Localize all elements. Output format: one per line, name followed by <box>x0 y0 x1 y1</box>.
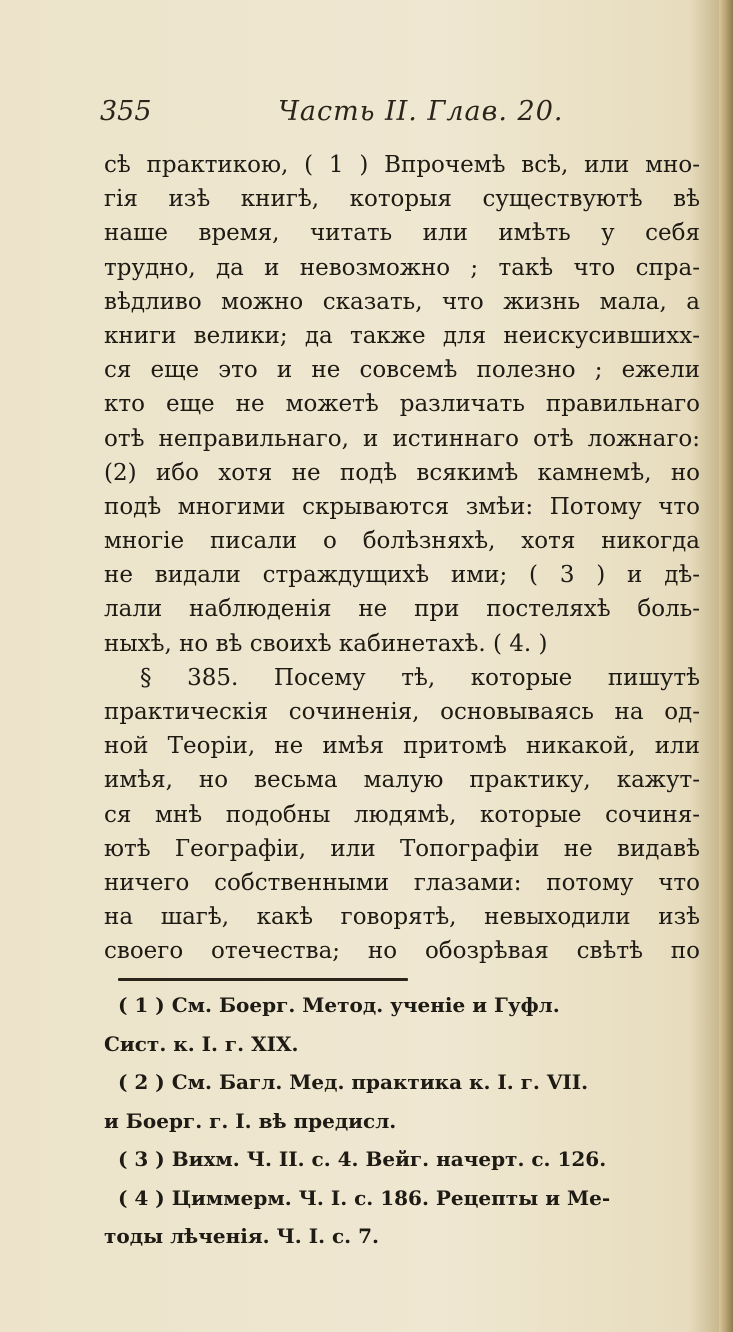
text-line: многіе писали о болѣзняхѣ, хотя никогда <box>104 528 700 555</box>
text-line: на шагѣ, какѣ говорятѣ, невыходили изѣ <box>104 904 700 931</box>
text-line: практическія сочиненія, основываясь на од- <box>104 699 700 725</box>
footnote-divider <box>118 978 408 981</box>
text-line: ныхѣ, но вѣ своихѣ кабинетахѣ. ( 4. ) <box>104 630 548 657</box>
text-line: ся мнѣ подобны людямѣ, которые сочиня- <box>104 801 700 828</box>
footnotes <box>104 986 700 1256</box>
body-text <box>104 148 700 969</box>
text-line: не видали страждущихѣ ими; ( 3 ) и дѣ- <box>104 562 700 589</box>
text-line: гія изѣ книгѣ, которыя существуютѣ вѣ <box>104 186 700 213</box>
text-line: ся еще это и не совсемѣ полезно ; ежели <box>104 357 700 384</box>
text-line: книги велики; да также для неискусившихх- <box>104 322 700 349</box>
text-line: лали наблюденія не при постеляхѣ боль- <box>104 596 700 623</box>
page-header <box>100 96 620 136</box>
text-line: трудно, да и невозможно ; такѣ что спра- <box>104 254 700 281</box>
footnote-line: ( 4 ) Циммерм. Ч. I. с. 186. Рецепты и Ме- <box>118 1185 611 1210</box>
page-number: 355 <box>100 96 152 127</box>
footnote-line: Сист. к. I. г. XIX. <box>104 1031 299 1056</box>
text-line: имѣя, но весьма малую практику, кажут- <box>104 767 700 794</box>
text-line: (2) ибо хотя не подѣ всякимѣ камнемѣ, но <box>104 459 700 486</box>
footnote-line: тоды лѣченія. Ч. I. с. 7. <box>104 1224 379 1248</box>
text-line: отѣ неправильнаго, и истиннаго отѣ ложнаго: <box>104 425 700 452</box>
footnote-line: ( 3 ) Вихм. Ч. II. с. 4. Вейг. начерт. с. 126. <box>118 1147 607 1171</box>
text-line: ютѣ Географіи, или Топографіи не видавѣ <box>104 835 700 862</box>
footnote-line: ( 2 ) См. Багл. Мед. практика к. I. г. VII. <box>118 1070 589 1094</box>
text-line: своего отечества; но обозрѣвая свѣтѣ по <box>104 938 700 965</box>
text-line: ной Теоріи, не имѣя притомѣ никакой, или <box>104 733 700 760</box>
footnote-line: ( 1 ) См. Боерг. Метод. ученіе и Гуфл. <box>118 993 560 1017</box>
text-line: подѣ многими скрываются змѣи: Потому что <box>104 493 700 520</box>
text-line: вѣдливо можно сказать, что жизнь мала, а <box>104 288 700 315</box>
text-line: кто еще не можетѣ различать правильнаго <box>104 391 700 418</box>
text-line: § 385. Посему тѣ, которые пишутѣ <box>140 664 700 691</box>
page-edge <box>719 0 733 1332</box>
footnote-line: и Боерг. г. I. вѣ предисл. <box>104 1108 397 1133</box>
text-line: сѣ практикою, ( 1 ) Впрочемѣ всѣ, или мно- <box>104 152 700 178</box>
text-line: наше время, читать или имѣть у себя <box>104 220 700 247</box>
running-title: Часть II. Глав. 20. <box>278 96 564 127</box>
text-line: ничего собственными глазами: потому что <box>104 869 700 896</box>
